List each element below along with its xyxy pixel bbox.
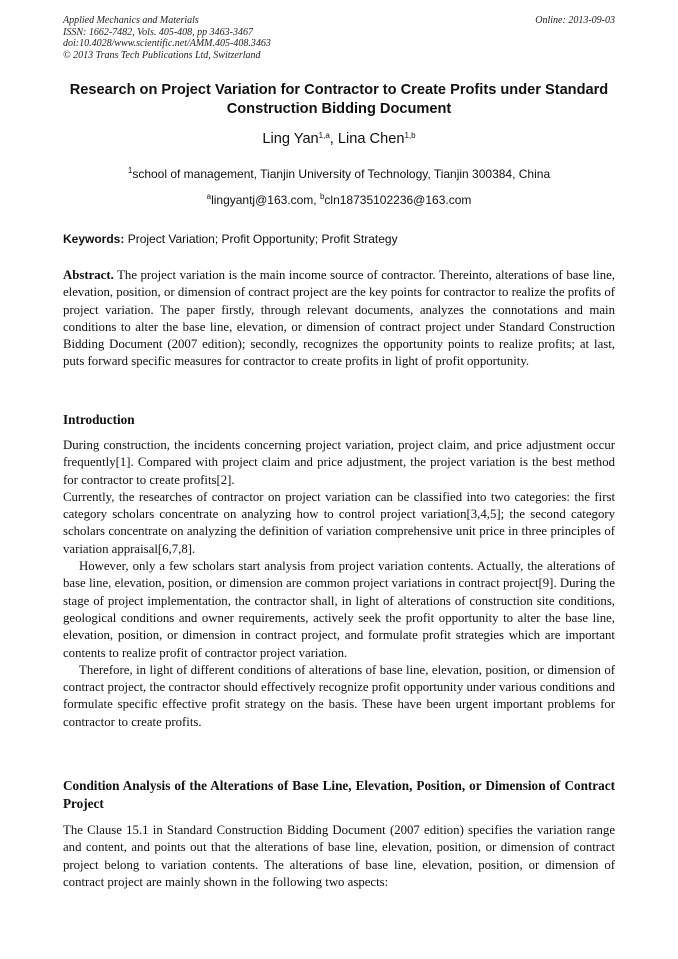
author-name: Ling Yan <box>262 131 319 147</box>
condition-analysis-heading: Condition Analysis of the Alterations of Base Line, Elevation, Position, or Dimension of Contract Project <box>63 778 615 811</box>
journal-header <box>63 15 615 61</box>
paper-title: Research on Project Variation for Contractor to Create Profits under Standard Construction Bidding Document <box>69 82 609 117</box>
author-affiliation-mark: 1,b <box>404 131 416 140</box>
email-address[interactable]: lingyantj@163.com <box>211 193 314 207</box>
paragraph: However, only a few scholars start analysis from project variation contents. Actually, the alterations of base line, elevation, position, or dimension are common project variations in contract project[9]. During the stage of project implementation, the contractor shall, in light of alterations of construction site conditions, geological conditions and owner requirements, actively seek the profit opportunity to alter the base line, elevation, position, or dimension in contract project, and formulate profit strategies which are important contents to realize profit of contractor project variation. <box>63 559 615 660</box>
condition-analysis-paragraph: The Clause 15.1 in Standard Construction Bidding Document (2007 edition) specifies the variation range and content, and points out that the alterations of base line, elevation, position, or dimension of contract project belong to variation contents. The alterations of base line, elevation, position, or dimension of contract project are mainly shown in the following two aspects: <box>63 823 615 889</box>
affiliation-text: school of management, Tianjin University of Technology, Tianjin 300384, China <box>132 167 551 181</box>
issn-line: ISSN: 1662-7482, Vols. 405-408, pp 3463-3467 <box>63 26 253 38</box>
keywords <box>63 232 615 247</box>
affiliation-mark: 1 <box>127 166 133 175</box>
paragraph: During construction, the incidents concerning project variation, project claim, and price adjustment occur frequently[1]. Compared with project claim and price adjustment, the project variation is the best method for contractor to create profits[2]. <box>63 438 615 487</box>
journal-name: Applied Mechanics and Materials <box>63 15 199 26</box>
email-mark: a <box>206 192 212 201</box>
paragraph: Currently, the researches of contractor on project variation can be classified into two categories: the first category scholars concentrate on analyzing how to control project variation[3,4,5]; the second category scholars concentrate on analyzing the definition of variation comprehensive unit price in three principles of variation appraisal[6,7,8]. <box>63 489 615 556</box>
introduction-heading: Introduction <box>63 412 135 427</box>
email-separator: , <box>313 193 320 207</box>
email-address[interactable]: cln18735102236@163.com <box>324 193 472 207</box>
author-separator: , <box>329 131 338 147</box>
keywords-label: Keywords: <box>63 232 125 246</box>
author-emails <box>63 193 615 208</box>
doi-line: doi:10.4028/www.scientific.net/AMM.405-408.3463 <box>63 38 271 49</box>
affiliation <box>63 167 615 182</box>
abstract <box>63 267 615 371</box>
author-name: Lina Chen <box>337 131 405 147</box>
copyright-line: © 2013 Trans Tech Publications Ltd, Switzerland <box>63 49 261 61</box>
keywords-text: Project Variation; Profit Opportunity; Profit Strategy <box>124 232 398 246</box>
abstract-label: Abstract. <box>63 268 114 282</box>
paragraph: Therefore, in light of different conditions of alterations of base line, elevation, position, or dimension of contract project, the contractor should effectively recognize profit opportunity under various conditions and formulate specific effective profit strategy on the basis. These have been urgent important problems for contractor to create profits. <box>63 662 615 729</box>
author-list <box>63 130 615 148</box>
introduction-body <box>63 437 615 731</box>
author-affiliation-mark: 1,a <box>318 131 330 140</box>
email-mark: b <box>319 192 325 201</box>
abstract-text: The project variation is the main income source of contractor. Thereinto, alterations of base line, elevation, position, or dimension of contract project are the key points for contractor to realize the profits of project variation. The paper firstly, through relevant documents, analyzes the connotations and main conditions to alter the base line, elevation, or dimension of contract project under Standard Construction Bidding Document (2007 edition); secondly, recognizes the opportunity points to realize profits; at last, puts forward specific measures for contractor to create profits in light of profit opportunity. <box>63 268 615 369</box>
online-date: Online: 2013-09-03 <box>535 15 615 26</box>
